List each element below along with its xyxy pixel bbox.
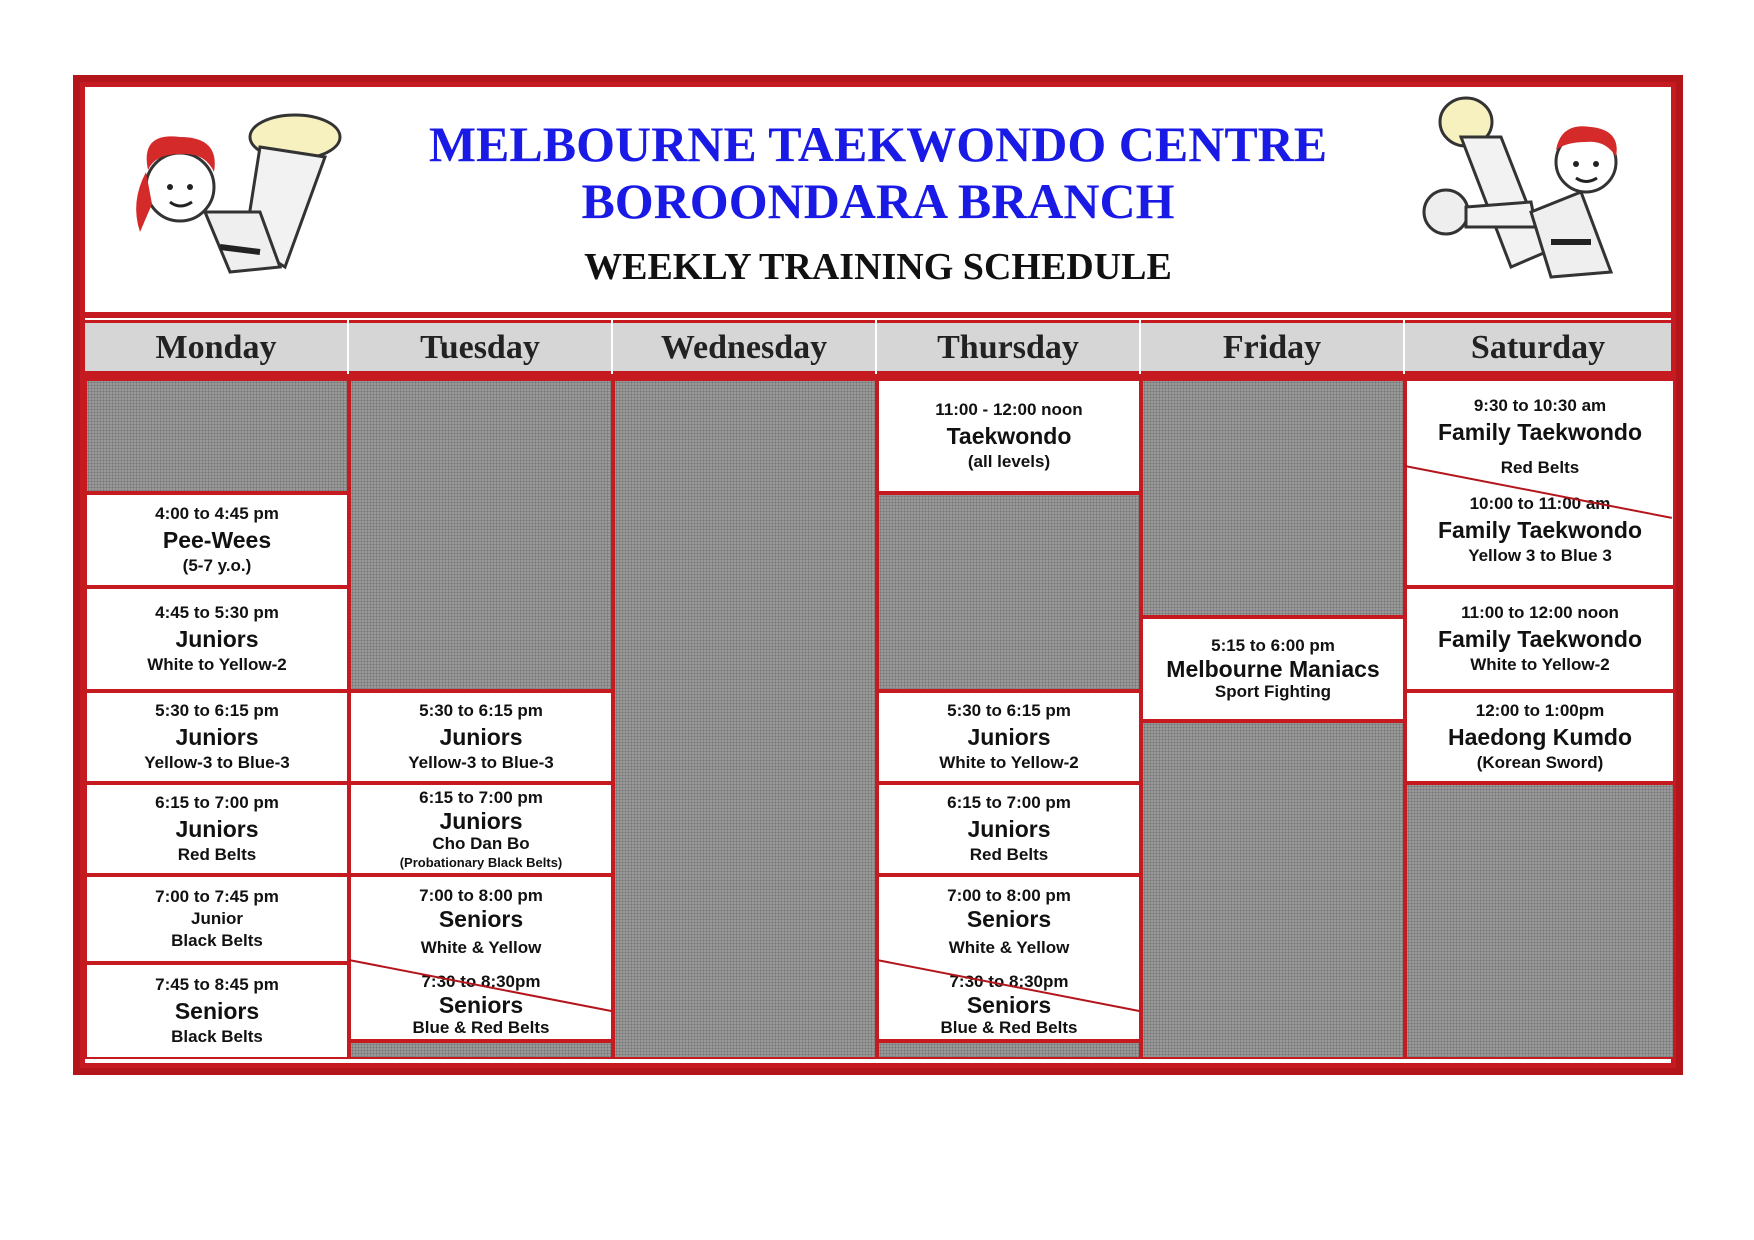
class-slot-monday-juniors-1 xyxy=(85,587,349,691)
taekwondo-mascot-right-image xyxy=(1411,92,1651,292)
day-header-wednesday: Wednesday xyxy=(613,320,875,374)
class-name: Melbourne Maniacs xyxy=(1166,656,1380,682)
class-time: 5:30 to 6:15 pm xyxy=(155,701,279,720)
class-name: Junior xyxy=(191,909,243,928)
class-slot-tuesday-juniors-1 xyxy=(349,691,613,783)
class-name: Pee-Wees xyxy=(162,527,272,553)
class-time: 7:00 to 8:00 pm xyxy=(419,886,543,905)
class-slot-monday-juniors-3 xyxy=(85,783,349,875)
class-level: (all levels) xyxy=(967,452,1051,471)
empty-slot xyxy=(1141,379,1405,617)
class-level: Yellow-3 to Blue-3 xyxy=(408,753,554,772)
class-name: Juniors xyxy=(175,724,259,750)
class-level: Black Belts xyxy=(171,1027,263,1046)
day-header-monday: Monday xyxy=(85,320,347,374)
class-time: 6:15 to 7:00 pm xyxy=(155,793,279,812)
class-level: White & Yellow xyxy=(420,938,542,957)
class-level: Black Belts xyxy=(171,931,263,950)
empty-slot xyxy=(85,379,349,493)
day-header-tuesday: Tuesday xyxy=(349,320,611,374)
class-slot-saturday-family-overlap xyxy=(1405,379,1675,587)
empty-slot xyxy=(1405,783,1675,1059)
class-level: (Korean Sword) xyxy=(1476,753,1604,772)
class-time: 7:00 to 7:45 pm xyxy=(155,887,279,906)
class-level: Yellow 3 to Blue 3 xyxy=(1468,546,1612,565)
class-level: (5-7 y.o.) xyxy=(182,556,252,575)
page-title-line2: BOROONDARA BRANCH xyxy=(581,173,1175,229)
class-time: 5:30 to 6:15 pm xyxy=(419,701,543,720)
day-header-friday: Friday xyxy=(1141,320,1403,374)
class-time: 7:30 to 8:30pm xyxy=(421,972,541,991)
class-level: Blue & Red Belts xyxy=(940,1018,1078,1037)
class-level: Cho Dan Bo xyxy=(432,834,530,853)
class-time: 7:30 to 8:30pm xyxy=(949,972,1069,991)
empty-slot xyxy=(1141,721,1405,1059)
day-header-thursday: Thursday xyxy=(877,320,1139,374)
page-title-line1: MELBOURNE TAEKWONDO CENTRE xyxy=(428,116,1328,172)
class-name: Taekwondo xyxy=(946,423,1072,449)
class-slot-saturday-family-3 xyxy=(1405,587,1675,691)
class-note: (Probationary Black Belts) xyxy=(399,855,563,870)
class-level: White & Yellow xyxy=(948,938,1070,957)
class-name: Seniors xyxy=(174,998,260,1024)
class-name: Juniors xyxy=(175,626,259,652)
class-name: Family Taekwondo xyxy=(1437,626,1643,652)
class-level: White to Yellow-2 xyxy=(939,753,1079,772)
header xyxy=(85,87,1671,318)
class-level: Blue & Red Belts xyxy=(412,1018,550,1037)
class-name: Seniors xyxy=(966,906,1052,932)
class-name: Family Taekwondo xyxy=(1437,419,1643,445)
class-level: Red Belts xyxy=(969,845,1049,864)
empty-slot xyxy=(877,493,1141,691)
class-time: 5:30 to 6:15 pm xyxy=(947,701,1071,720)
class-slot-thursday-juniors-2 xyxy=(877,783,1141,875)
schedule-frame xyxy=(73,75,1683,1075)
class-level: Sport Fighting xyxy=(1214,682,1332,701)
class-level: White to Yellow-2 xyxy=(147,655,287,674)
class-time: 6:15 to 7:00 pm xyxy=(947,793,1071,812)
class-slot-monday-peewees xyxy=(85,493,349,587)
class-level: Yellow-3 to Blue-3 xyxy=(144,753,290,772)
class-slot-thursday-taekwondo xyxy=(877,379,1141,493)
class-slot-monday-junior-black xyxy=(85,875,349,963)
class-slot-thursday-seniors-overlap xyxy=(877,875,1141,1041)
class-time: 11:00 - 12:00 noon xyxy=(935,400,1083,419)
class-name: Family Taekwondo xyxy=(1437,517,1643,543)
class-name: Juniors xyxy=(967,724,1051,750)
class-time: 5:15 to 6:00 pm xyxy=(1211,636,1335,655)
empty-slot xyxy=(877,1041,1141,1059)
class-slot-saturday-kumdo xyxy=(1405,691,1675,783)
class-name: Juniors xyxy=(175,816,259,842)
day-header-saturday: Saturday xyxy=(1405,320,1671,374)
schedule-board xyxy=(85,87,1671,1063)
empty-slot xyxy=(349,1041,613,1059)
class-slot-tuesday-juniors-2 xyxy=(349,783,613,875)
class-name: Seniors xyxy=(966,992,1052,1018)
class-name: Juniors xyxy=(439,808,523,834)
class-level: Red Belts xyxy=(1500,458,1580,477)
page-subtitle: WEEKLY TRAINING SCHEDULE xyxy=(584,246,1172,288)
class-level: Red Belts xyxy=(177,845,257,864)
class-slot-thursday-juniors-1 xyxy=(877,691,1141,783)
class-time: 6:15 to 7:00 pm xyxy=(419,788,543,807)
class-slot-monday-seniors xyxy=(85,963,349,1059)
class-time: 12:00 to 1:00pm xyxy=(1475,701,1605,720)
class-slot-friday-maniacs xyxy=(1141,617,1405,721)
class-name: Seniors xyxy=(438,906,524,932)
schedule-grid xyxy=(85,379,1671,1063)
class-time: 4:45 to 5:30 pm xyxy=(155,603,279,622)
class-name: Seniors xyxy=(438,992,524,1018)
class-time: 4:00 to 4:45 pm xyxy=(155,504,279,523)
class-time: 10:00 to 11:00 am xyxy=(1469,494,1611,513)
class-name: Juniors xyxy=(439,724,523,750)
empty-slot xyxy=(613,379,877,1059)
class-name: Haedong Kumdo xyxy=(1448,724,1632,750)
class-time: 7:45 to 8:45 pm xyxy=(155,975,279,994)
class-slot-tuesday-seniors-overlap xyxy=(349,875,613,1041)
class-time: 9:30 to 10:30 am xyxy=(1473,396,1607,415)
empty-slot xyxy=(349,379,613,691)
class-time: 7:00 to 8:00 pm xyxy=(947,886,1071,905)
class-level: White to Yellow-2 xyxy=(1470,655,1610,674)
class-slot-monday-juniors-2 xyxy=(85,691,349,783)
class-time: 11:00 to 12:00 noon xyxy=(1461,603,1619,622)
class-name: Juniors xyxy=(967,816,1051,842)
